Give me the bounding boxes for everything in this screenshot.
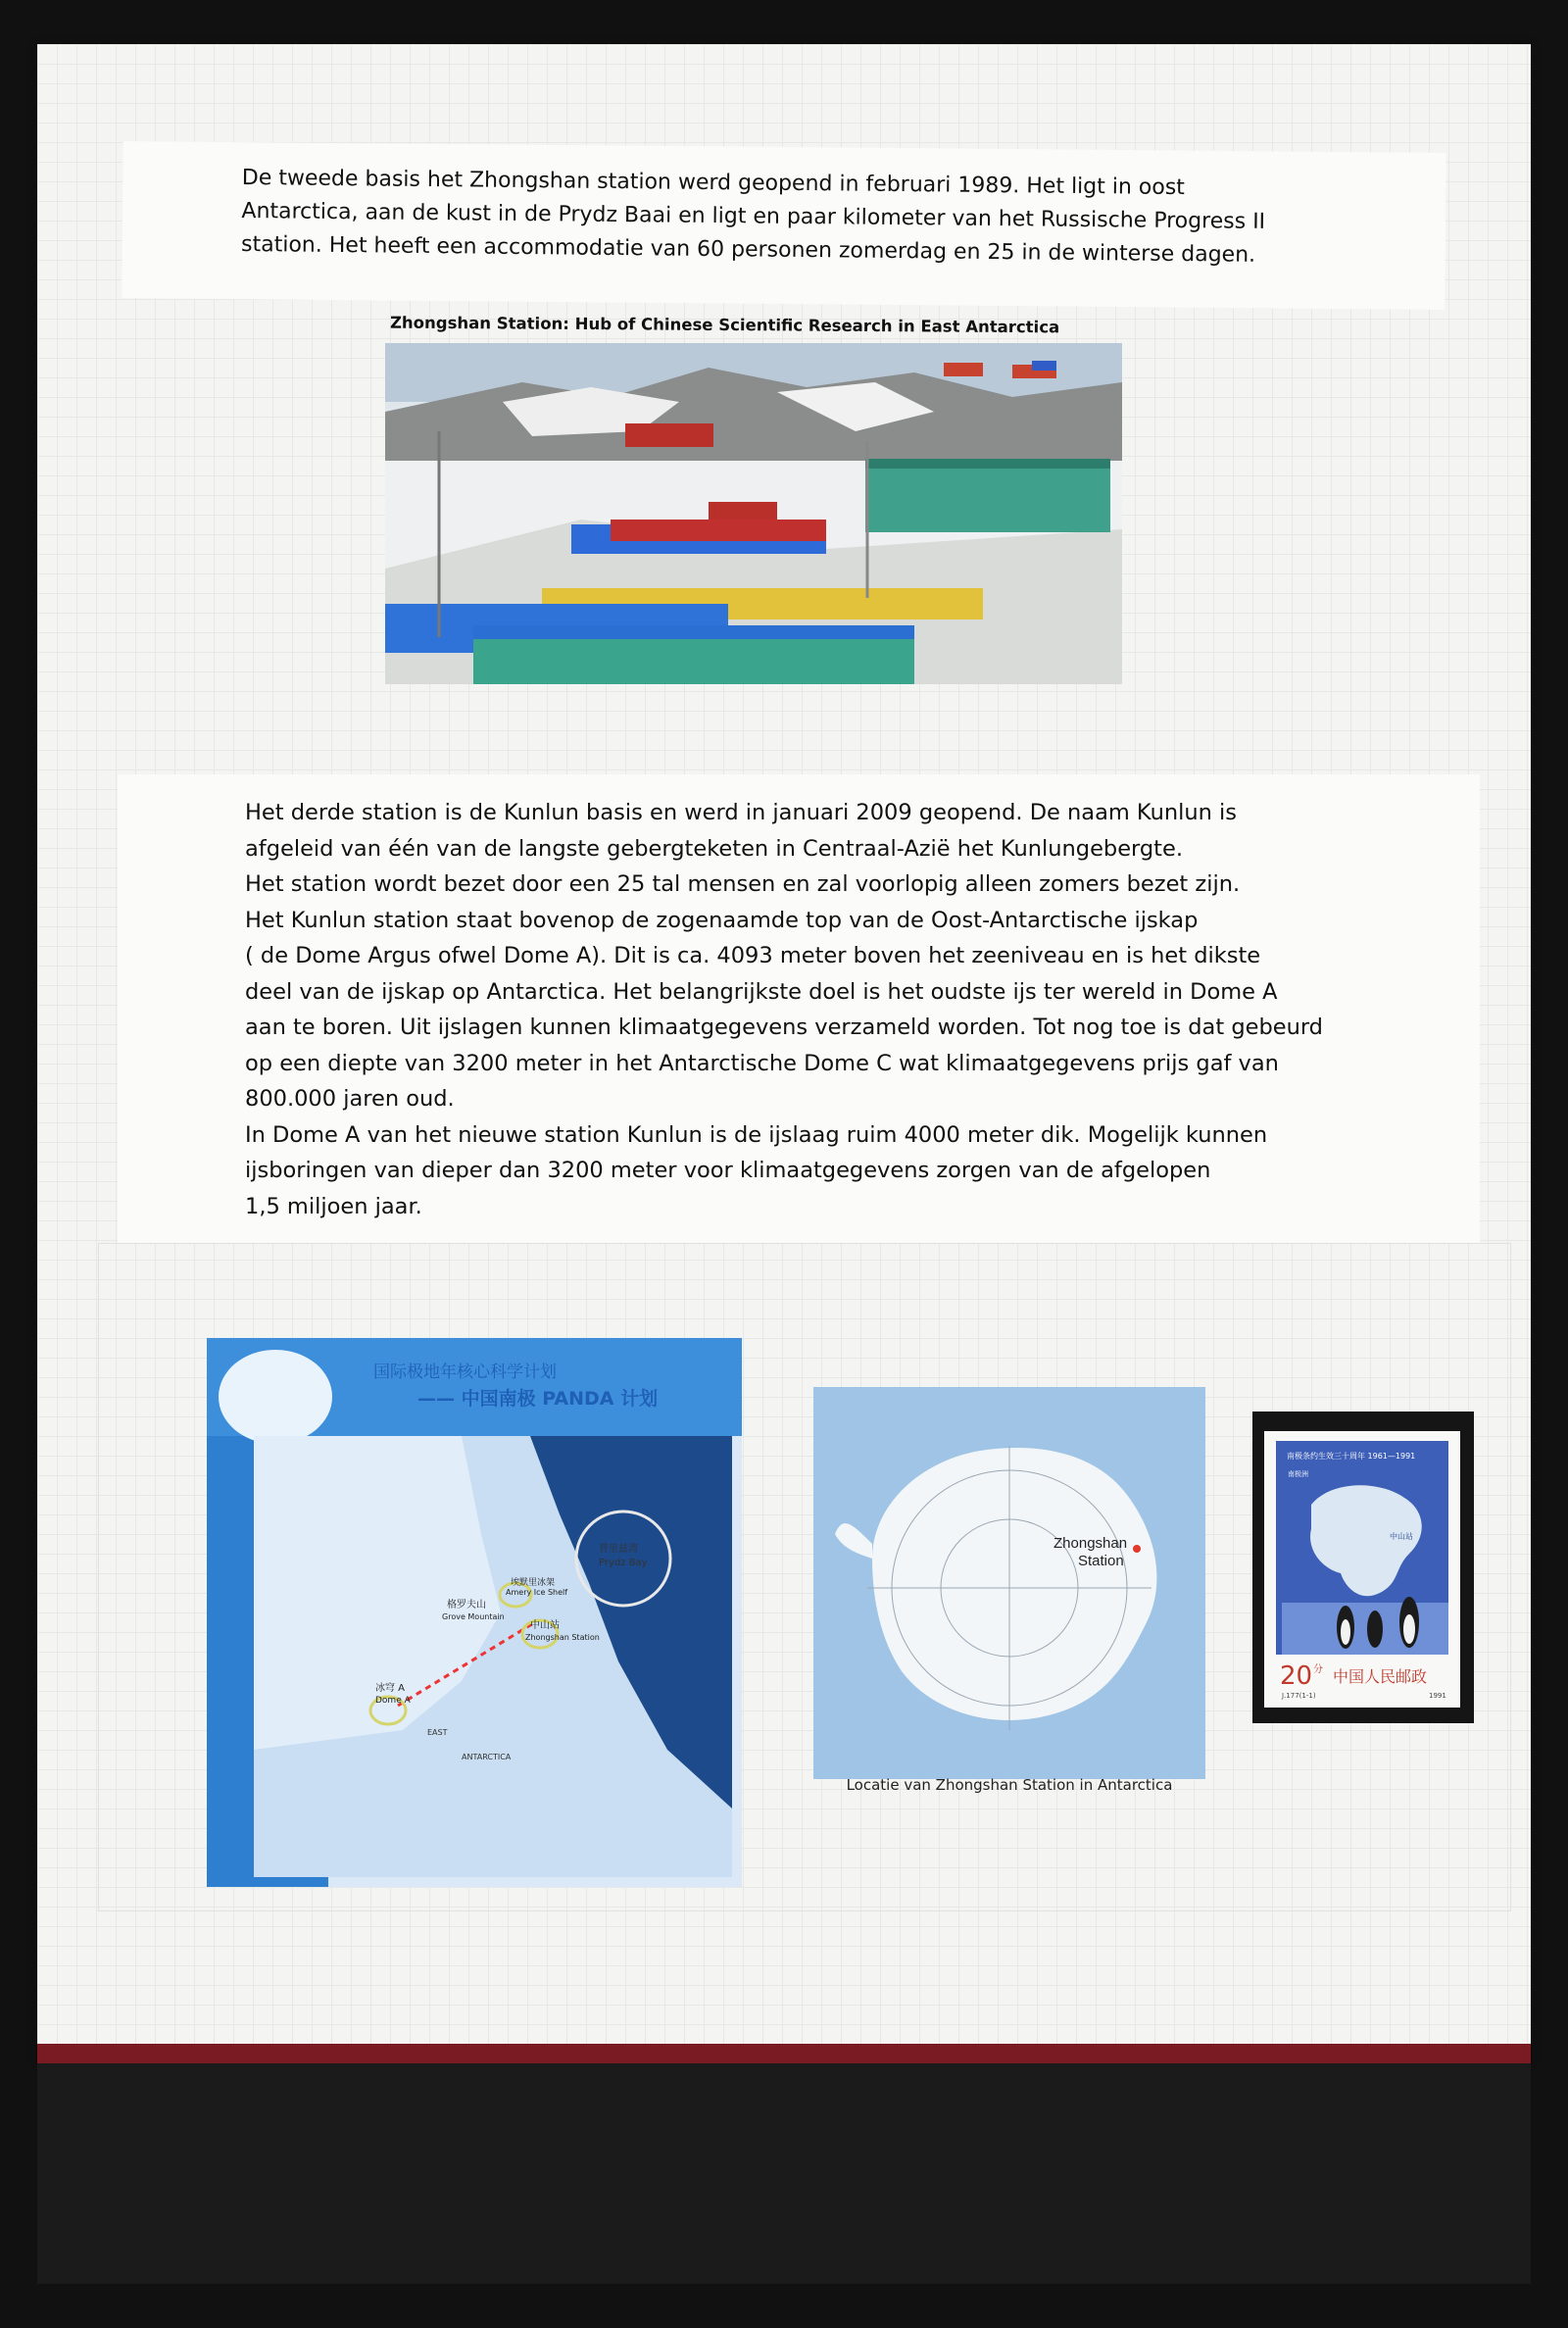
kunlun-line: In Dome A van het nieuwe station Kunlun is de ijslaag ruim 4000 meter dik. Mogelijk kunnen <box>245 1121 1268 1148</box>
prydz-label-en: Prydz Bay <box>599 1558 648 1568</box>
kunlun-paragraph <box>245 795 1372 1224</box>
dome-label: 冰穹 A <box>375 1683 406 1694</box>
stamp-map-label: 中山站 <box>1390 1532 1413 1541</box>
location-map <box>813 1387 1205 1799</box>
kunlun-line: ( de Dome Argus ofwel Dome A). Dit is ca. 4093 meter boven het zeeniveau en is het dikste <box>245 943 1261 968</box>
background-surface <box>37 2063 1531 2284</box>
location-map-caption: Locatie van Zhongshan Station in Antarctica <box>846 1776 1173 1794</box>
panda-title-2: —— 中国南极 PANDA 计划 <box>417 1388 659 1410</box>
intro-paragraph <box>241 162 1369 273</box>
stamp-country: 中国人民邮政 <box>1333 1667 1428 1686</box>
china-antarctic-stamp <box>1252 1412 1474 1723</box>
amery-label: 埃默里冰架 <box>511 1578 556 1588</box>
kunlun-line: deel van de ijskap op Antarctica. Het belangrijkste doel is het oudste ijs ter wereld in Dome A <box>245 978 1278 1005</box>
kunlun-line: Het Kunlun station staat bovenop de zogenaamde top van de Oost-Antarctische ijskap <box>245 907 1199 933</box>
station-map-label: Station <box>1078 1553 1124 1569</box>
zhongshan-label-en: Zhongshan Station <box>525 1633 600 1642</box>
stamp-value-suffix: 分 <box>1313 1664 1323 1675</box>
kunlun-line: Het station wordt bezet door een 25 tal mensen en zal voorlopig alleen zomers bezet zijn. <box>245 871 1241 897</box>
stamp-code: J.177(1-1) <box>1282 1692 1316 1700</box>
prydz-label: 普里兹湾 <box>599 1544 638 1555</box>
zhongshan-map-label: Zhongshan <box>1054 1535 1128 1552</box>
stamp-top-small: 南极洲 <box>1288 1470 1308 1478</box>
panda-plan-map <box>207 1338 742 1887</box>
panda-title-1: 国际极地年核心科学计划 <box>373 1362 557 1382</box>
kunlun-line: Het derde station is de Kunlun basis en werd in januari 2009 geopend. De naam Kunlun is <box>245 800 1237 825</box>
zhongshan-label: 中山站 <box>530 1620 560 1631</box>
east-label: EAST <box>427 1728 448 1737</box>
stamp-year: 1991 <box>1429 1692 1446 1700</box>
kunlun-line: afgeleid van één van de langste gebergteketen in Centraal-Azië het Kunlungebergte. <box>245 835 1183 862</box>
intro-line: station. Het heeft een accommodatie van 60 personen zomerdag en 25 in de winterse dagen. <box>240 231 1256 268</box>
kunlun-line: 1,5 miljoen jaar. <box>245 1193 422 1219</box>
kunlun-line: ijsboringen van dieper dan 3200 meter voor klimaatgegevens zorgen van de afgelopen <box>245 1158 1211 1183</box>
album-page-edge <box>37 2044 1531 2063</box>
stamp-top-text: 南极条约生效三十周年 1961—1991 <box>1287 1452 1416 1461</box>
dome-label-en: Dome A <box>375 1696 411 1706</box>
grove-label-en: Grove Mountain <box>442 1612 505 1621</box>
amery-label-en: Amery Ice Shelf <box>506 1588 568 1597</box>
zhongshan-station-photo <box>385 343 1122 684</box>
intro-line: Antarctica, aan de kust in de Prydz Baai en ligt en paar kilometer van het Russische Progress II <box>241 198 1266 234</box>
kunlun-line: aan te boren. Uit ijslagen kunnen klimaatgegevens verzameld worden. Tot nog toe is dat gebeurd <box>245 1015 1323 1040</box>
intro-line: De tweede basis het Zhongshan station werd geopend in februari 1989. Het ligt in oost <box>241 165 1185 201</box>
grove-label: 格罗夫山 <box>447 1600 486 1610</box>
photo-title: Zhongshan Station: Hub of Chinese Scientific Research in East Antarctica <box>389 313 1060 337</box>
antarctica-label: ANTARCTICA <box>462 1753 512 1761</box>
kunlun-line: 800.000 jaren oud. <box>245 1086 455 1112</box>
kunlun-line: op een diepte van 3200 meter in het Antarctische Dome C wat klimaatgegevens prijs gaf van <box>245 1050 1279 1076</box>
stamp-value: 20 <box>1280 1661 1313 1691</box>
